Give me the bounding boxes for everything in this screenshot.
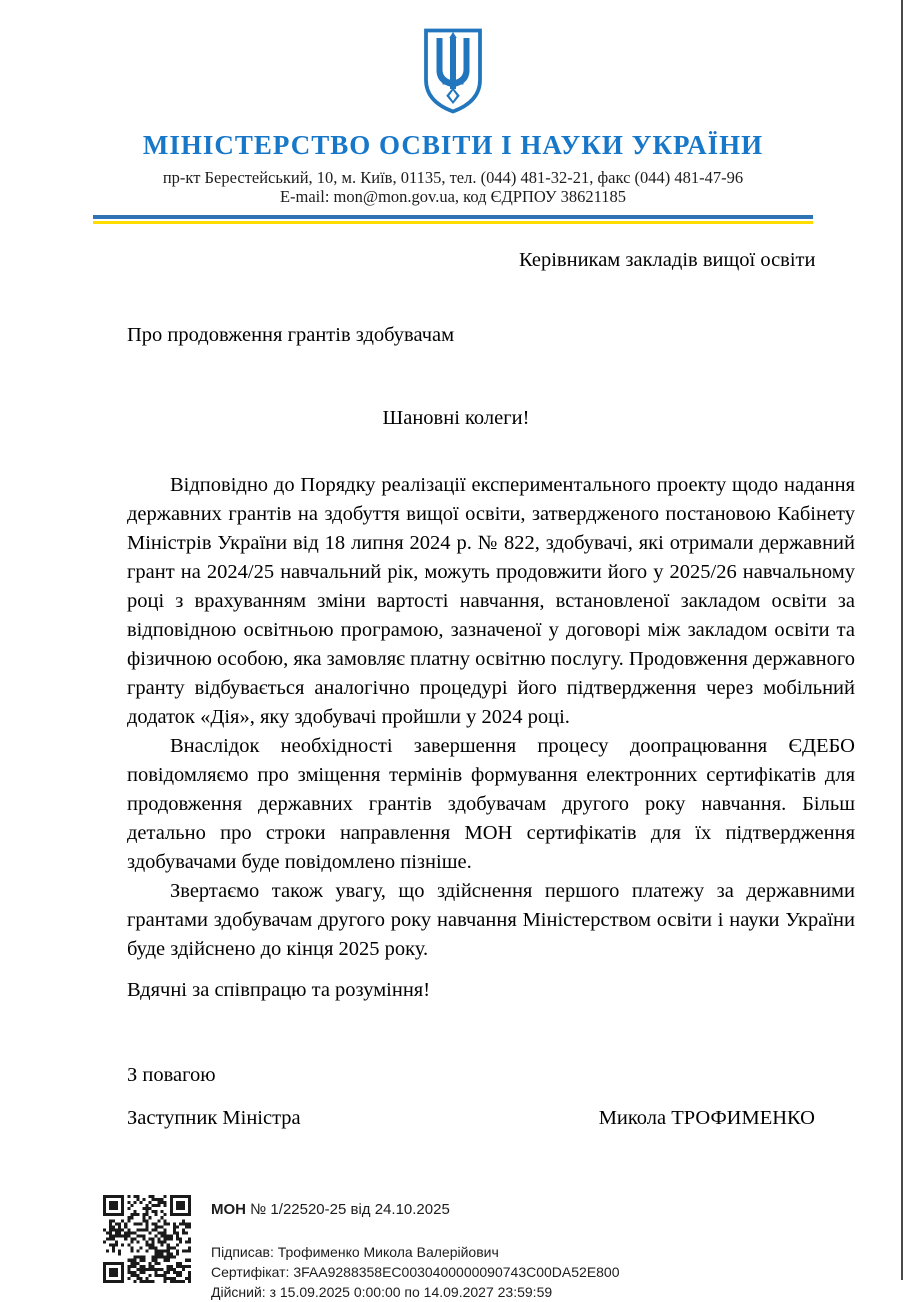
- signer-name: Микола ТРОФИМЕНКО: [598, 1107, 815, 1129]
- stamp-certificate: Сертифікат: 3FAA9288358EC0030400000090743C00DA52E800: [211, 1264, 620, 1280]
- paragraph-2: Внаслідок необхідності завершення процесу доопрацювання ЄДЕБО повідомляємо про зміщення термінів формування електронних сертифікатів для продовження державних грантів здобувачам другого року навчання. Більш детально про строки направлення МОН сертифікатів для їх підтвердження здобувачами буде повідомлено пізніше.: [127, 735, 855, 873]
- stamp-validity: Дійсний: з 15.09.2025 0:00:00 по 14.09.2027 23:59:59: [211, 1284, 553, 1300]
- paragraph-1: Відповідно до Порядку реалізації експериментального проекту щодо надання державних грантів на здобуття вищої освіти, затвердженого постановою Кабінету Міністрів України від 18 липня 2024 р. № 822, здобувачі, які отримали державний грант на 2024/25 навчальний рік, можуть продовжити його у 2025/26 навчальному році з врахуванням зміни вартості навчання, встановленої закладом освіти за відповідною освітньою програмою, зазначеної у договорі між закладом освіти та фізичною особою, яка замовляє платну освітню послугу. Продовження державного гранту відбувається аналогічно процедурі його підтвердження через мобільний додаток «Дія», яку здобувачі пройшли у 2024 році.: [127, 474, 855, 728]
- stamp-doc-number: № 1/22520-25 від 24.10.2025: [250, 1201, 450, 1218]
- addressee: Керівникам закладів вищої освіти: [519, 249, 816, 271]
- letter-body: [127, 246, 855, 1302]
- closing-thanks: Вдячні за співпрацю та розуміння!: [127, 979, 431, 1001]
- stamp-signed-by: Підписав: Трофименко Микола Валерійович: [211, 1244, 499, 1260]
- paragraph-3: Звертаємо також увагу, що здійснення першого платежу за державними грантами здобувачам другого року навчання Міністерством освіти і науки України буде здійснено до кінця 2025 року.: [127, 880, 855, 960]
- signer-title: Заступник Міністра: [127, 1107, 301, 1129]
- tryzub-emblem-icon: [415, 26, 491, 121]
- letterhead: [93, 0, 813, 224]
- ministry-title: МІНІСТЕРСТВО ОСВІТИ І НАУКИ УКРАЇНИ: [142, 130, 764, 160]
- flag-separator: [93, 215, 813, 224]
- ministry-address-line: пр-кт Берестейський, 10, м. Київ, 01135, тел. (044) 481-32-21, факс (044) 481-47-96: [162, 168, 744, 187]
- regards: З повагою: [127, 1064, 216, 1086]
- qr-code: [103, 1193, 191, 1285]
- esignature-stamp: [103, 1193, 855, 1302]
- ministry-contact-line: E-mail: mon@mon.gov.ua, код ЄДРПОУ 38621185: [279, 187, 627, 206]
- separator-yellow-bar: [93, 221, 813, 224]
- subject-line: Про продовження грантів здобувачам: [127, 324, 455, 346]
- salutation: Шановні колеги!: [382, 407, 530, 429]
- page-right-edge: [901, 0, 903, 1280]
- stamp-org: МОН: [211, 1201, 251, 1218]
- signature-row: [127, 1104, 855, 1133]
